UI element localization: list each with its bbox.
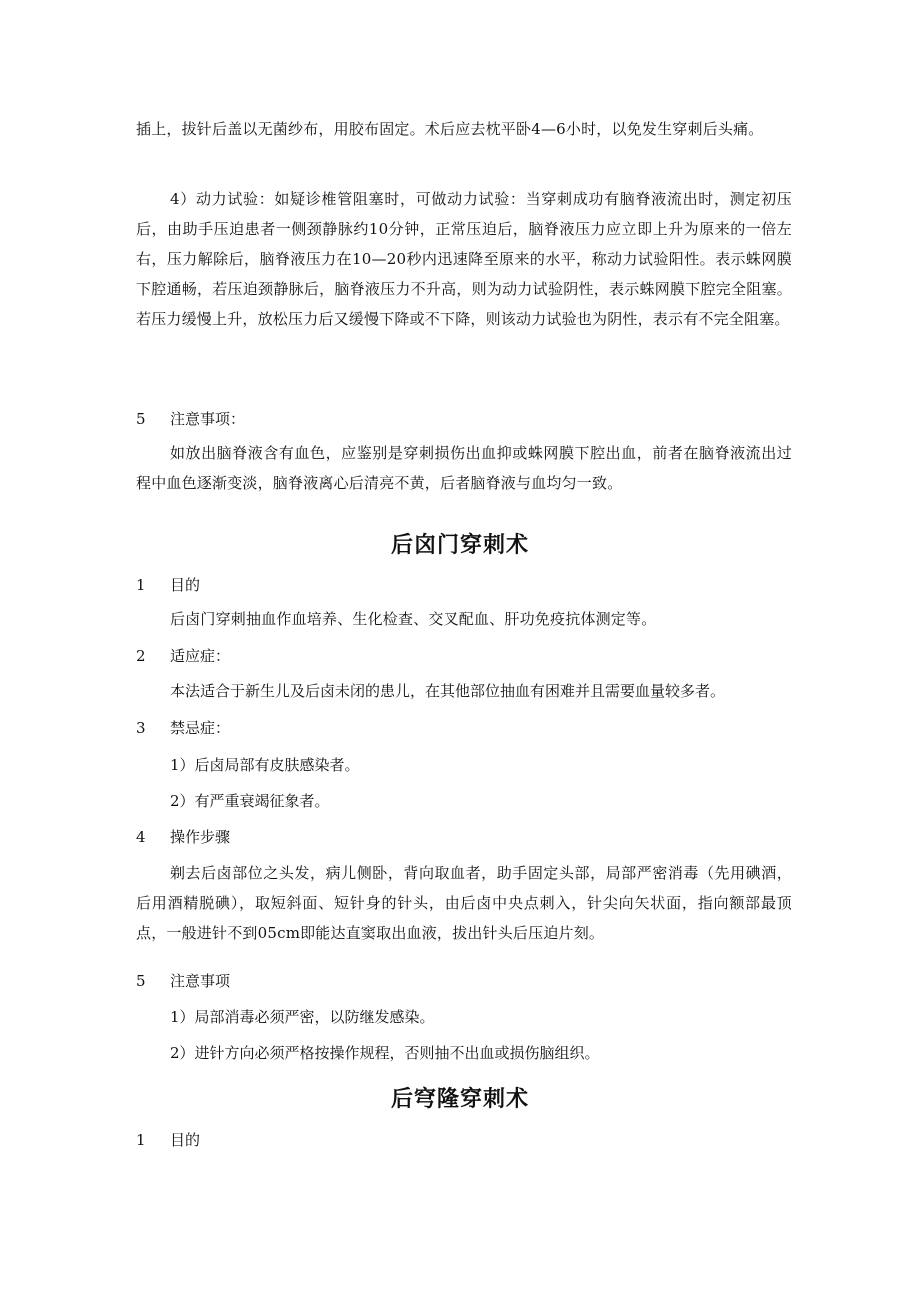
item-title: 禁忌症：: [170, 719, 231, 737]
item-number: 2: [136, 647, 146, 665]
item-number: 5: [136, 972, 146, 990]
heading-purpose-3: [136, 1125, 792, 1155]
heading-procedure: [136, 822, 792, 852]
item-number: 5: [136, 410, 146, 428]
paragraph-notes-1: 如放出脑脊液含有血色，应鉴别是穿刺损伤出血抑或蛛网膜下腔出血，前者在脑脊液流出过程中血色逐渐变淡，脑脊液离心后清亮不黄，后者脑脊液与血均匀一致。: [136, 444, 792, 492]
list-item: 1）局部消毒必须严密，以防继发感染。: [170, 1008, 435, 1026]
paragraph-procedure: 剃去后卤部位之头发，病儿侧卧，背向取血者，助手固定头部，局部严密消毒（先用碘酒，后用酒精脱碘），取短斜面、短针身的针头，由后卤中央点刺入，针尖向矢状面，指向额部最顶点，一般进针不到05cm即能达直窦取出血液，拔出针头后压迫片刻。: [136, 864, 792, 942]
heading-indication: [136, 641, 792, 671]
paragraph-postop-care: 插上，拔针后盖以无菌纱布，用胶布固定。术后应去枕平卧4—6小时，以免发生穿刺后头痛。: [136, 120, 764, 138]
item-number: 1: [136, 576, 146, 594]
item-number: 3: [136, 719, 146, 737]
paragraph-dynamic-test: 4）动力试验：如疑诊椎管阻塞时，可做动力试验：当穿刺成功有脑脊液流出时，测定初压后，由助手压迫患者一侧颈静脉约10分钟，正常压迫后，脑脊液压力应立即上升为原来的一倍左右，压力解除后，脑脊液压力在10—20秒内迅速降至原来的水平，称动力试验阳性。表示蛛网膜下腔通畅，若压迫颈静脉后，脑脊液压力不升高，则为动力试验阴性，表示蛛网膜下腔完全阻塞。若压力缓慢上升，放松压力后又缓慢下降或不下降，则该动力试验也为阴性，表示有不完全阻塞。: [136, 190, 792, 328]
heading-contraindication: [136, 713, 792, 743]
heading-notes-2: [136, 966, 792, 996]
paragraph-indication: 本法适合于新生儿及后卤未闭的患儿，在其他部位抽血有困难并且需要血量较多者。: [170, 682, 726, 700]
list-item: 2）有严重衰竭征象者。: [170, 792, 330, 810]
list-item: 1）后卤局部有皮肤感染者。: [170, 756, 360, 774]
item-title: 目的: [170, 1131, 201, 1149]
heading-purpose: [136, 570, 792, 600]
item-number: 1: [136, 1131, 146, 1149]
item-title: 注意事项：: [170, 410, 246, 428]
item-title: 注意事项: [170, 972, 231, 990]
section-title-posterior-fontanelle: 后囟门穿刺术: [390, 533, 529, 558]
list-item: 2）进针方向必须严格按操作规程，否则抽不出血或损伤脑组织。: [170, 1044, 600, 1062]
paragraph-purpose: 后卤门穿刺抽血作血培养、生化检查、交叉配血、肝功免疫抗体测定等。: [170, 610, 657, 628]
section-title-posterior-fornix: 后穹隆穿刺术: [390, 1087, 529, 1112]
item-title: 操作步骤: [170, 828, 231, 846]
item-title: 目的: [170, 576, 201, 594]
item-title: 适应症：: [170, 647, 231, 665]
item-number: 4: [136, 828, 146, 846]
heading-notes-1: [136, 404, 792, 434]
